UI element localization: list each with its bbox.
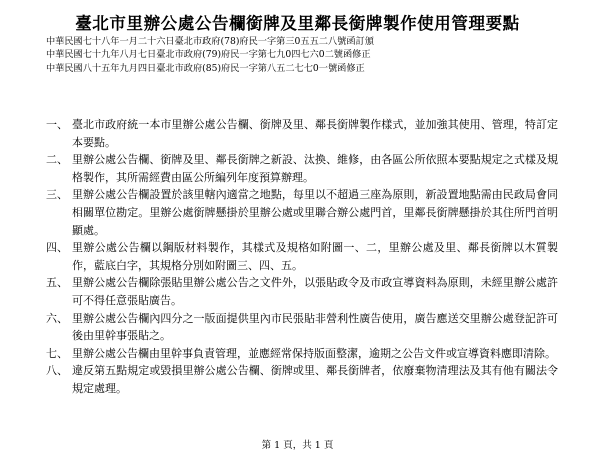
article-number: 一、 (46, 118, 68, 131)
article-text: 里辦公處公告欄除張貼里辦公處公告之文件外，以張貼政令及市政宣導資料為原則，未經里辦公處許可不得任意張貼廣告。 (72, 276, 558, 307)
article-text: 里辦公處公告欄以鋼版材料製作，其樣式及規格如附圖一、二，里辦公處及里、鄰長銜牌以木質製作，藍底白字，其規格分別如附圖三、四、五。 (72, 241, 558, 272)
article-text: 里辦公處公告欄設置於該里轄內適當之地點，每里以不超過三座為原則，新設置地點需由民政局會同相關單位勘定。里辦公處銜牌懸掛於里辦公處或里聯合辦公處門首，里鄰長銜牌懸掛於其住所門首明顯處。 (72, 188, 558, 237)
amendment-history (46, 35, 374, 75)
article-item-8 (46, 362, 558, 397)
article-text: 臺北市政府統一本市里辦公處公告欄、銜牌及里、鄰長銜牌製作樣式，並加強其使用、管理，特訂定本要點。 (72, 118, 558, 149)
article-text: 里辦公處公告欄內四分之一版面提供里內市民張貼非營利性廣告使用，廣告應送交里辦公處登記許可後由里幹事張貼之。 (72, 311, 558, 343)
article-item-3 (46, 186, 558, 239)
article-text: 里辦公處公告欄由里幹事負責管理，並應經常保持版面整潔，逾期之公告文件或宣導資料應即清除。 (72, 346, 556, 360)
article-text: 里辦公處公告欄、銜牌及里、鄰長銜牌之新設、汰換、維修，由各區公所依照本要點規定之式樣及規格製作，其所需經費由區公所編列年度預算辦理。 (72, 153, 558, 184)
article-number: 七、 (46, 346, 68, 360)
article-number: 三、 (46, 188, 68, 202)
article-item-6 (46, 310, 558, 345)
history-line: 中華民國七十九年八月七日臺北市政府(79)府民一字第七九0四七六0二號函修正 (46, 49, 371, 61)
document-title: 臺北市里辦公處公告欄銜牌及里鄰長銜牌製作使用管理要點 (75, 14, 520, 33)
article-item-1 (46, 116, 558, 151)
page-footer: 第 1 頁，共 1 頁 (261, 440, 334, 451)
history-line: 中華民國七十八年一月二十六日臺北市政府(78)府民一字第三0五五二八號函訂頒 (46, 36, 374, 47)
article-list (46, 116, 558, 398)
article-number: 二、 (46, 153, 68, 167)
history-line: 中華民國八十五年九月四日臺北市政府(85)府民一字第八五二七七0一號函修正 (46, 62, 365, 74)
article-number: 六、 (46, 311, 68, 325)
article-number: 四、 (46, 241, 68, 255)
article-number: 五、 (46, 276, 68, 290)
article-text: 違反第五點規定或毀損里辦公處公告欄、銜牌或里、鄰長銜牌者，依廢棄物清理法及其有他有關法令規定處理。 (72, 364, 558, 395)
article-item-7 (46, 345, 558, 363)
article-number: 八、 (46, 364, 68, 378)
article-item-5 (46, 274, 558, 309)
article-item-4 (46, 239, 558, 274)
article-item-2 (46, 151, 558, 186)
